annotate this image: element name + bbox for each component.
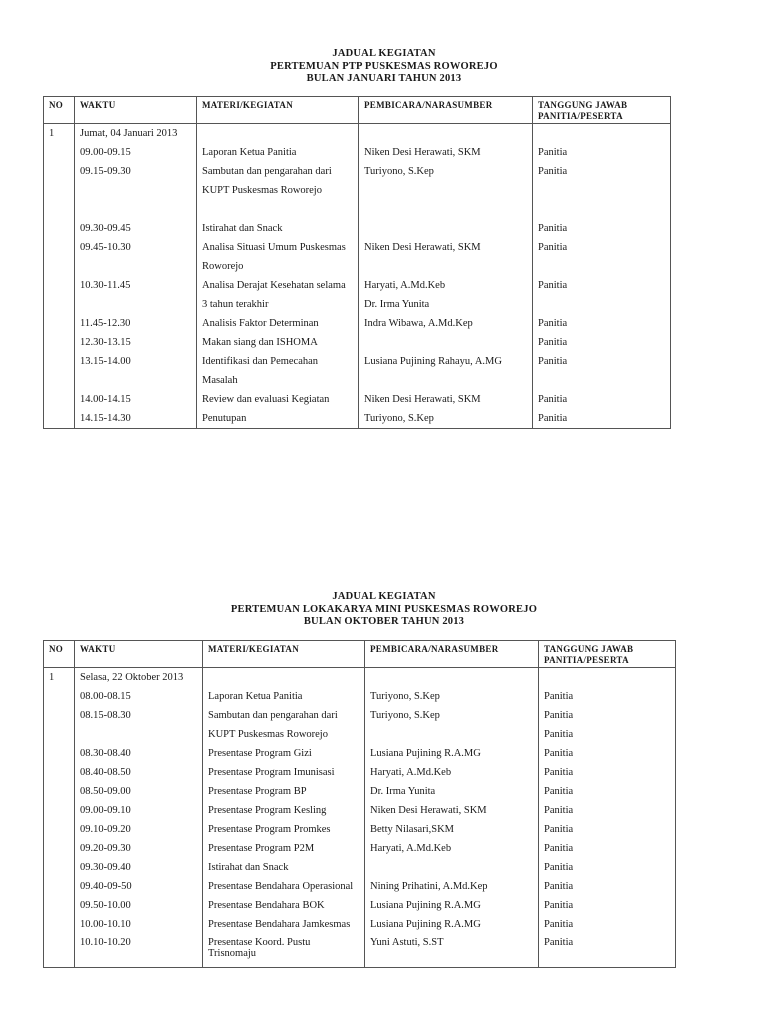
cell-no: 1	[44, 124, 75, 144]
column-header-waktu: WAKTU	[75, 97, 197, 124]
cell-no	[44, 238, 75, 257]
cell-pembicara: Lusiana Pujining Rahayu, A.MG	[359, 352, 533, 371]
cell-waktu	[75, 725, 203, 744]
table-row	[44, 820, 676, 839]
cell-pembicara	[365, 725, 539, 744]
column-header-no: NO	[44, 641, 75, 668]
column-header-waktu: WAKTU	[75, 641, 203, 668]
column-header-materi: MATERI/KEGIATAN	[197, 97, 359, 124]
cell-tanggung-jawab: Panitia	[533, 143, 671, 162]
schedule2-header-row	[44, 641, 676, 668]
cell-tanggung-jawab: Panitia	[533, 390, 671, 409]
cell-tanggung-jawab	[533, 124, 671, 144]
table-row	[44, 934, 676, 968]
schedule1-body	[44, 124, 671, 429]
cell-tanggung-jawab: Panitia	[539, 706, 676, 725]
schedule1-title-line: BULAN JANUARI TAHUN 2013	[306, 73, 462, 84]
column-header-pembicara: PEMBICARA/NARASUMBER	[365, 641, 539, 668]
cell-no	[44, 390, 75, 409]
cell-waktu: Selasa, 22 Oktober 2013	[75, 668, 203, 688]
cell-tanggung-jawab: Panitia	[539, 687, 676, 706]
cell-waktu: 09.10-09.20	[75, 820, 203, 839]
cell-tanggung-jawab: Panitia	[539, 820, 676, 839]
cell-no	[44, 371, 75, 390]
cell-pembicara: Lusiana Pujining R.A.MG	[365, 896, 539, 915]
cell-tanggung-jawab	[533, 200, 671, 219]
cell-waktu: 09.30-09.40	[75, 858, 203, 877]
schedule2-body	[44, 668, 676, 968]
cell-materi: Analisa Derajat Kesehatan selama	[197, 276, 359, 295]
cell-pembicara	[359, 181, 533, 200]
cell-pembicara: Turiyono, S.Kep	[365, 687, 539, 706]
cell-no	[44, 333, 75, 352]
table-row	[44, 238, 671, 257]
cell-waktu: 09.00-09.10	[75, 801, 203, 820]
cell-materi: Istirahat dan Snack	[197, 219, 359, 238]
cell-no	[44, 877, 75, 896]
cell-materi: Presentase Bendahara BOK	[203, 896, 365, 915]
cell-materi: Masalah	[197, 371, 359, 390]
cell-materi: Sambutan dan pengarahan dari	[203, 706, 365, 725]
cell-tanggung-jawab: Panitia	[539, 839, 676, 858]
cell-no	[44, 276, 75, 295]
cell-waktu: 14.00-14.15	[75, 390, 197, 409]
cell-waktu	[75, 181, 197, 200]
cell-materi: Presentase Koord. Pustu Trisnomaju	[203, 934, 365, 968]
cell-pembicara: Turiyono, S.Kep	[359, 162, 533, 181]
table-row	[44, 668, 676, 688]
table-row	[44, 763, 676, 782]
table-row	[44, 409, 671, 429]
schedule2-title-line: PERTEMUAN LOKAKARYA MINI PUSKESMAS ROWOREJO	[230, 603, 538, 615]
cell-no	[44, 782, 75, 801]
table-row	[44, 877, 676, 896]
cell-waktu: 09.20-09.30	[75, 839, 203, 858]
cell-waktu: 08.15-08.30	[75, 706, 203, 725]
cell-pembicara	[359, 124, 533, 144]
table-row	[44, 162, 671, 181]
table-row	[44, 858, 676, 877]
cell-no	[44, 409, 75, 429]
cell-materi: Roworejo	[197, 257, 359, 276]
cell-pembicara: Lusiana Pujining R.A.MG	[365, 744, 539, 763]
cell-tanggung-jawab: Panitia	[539, 915, 676, 934]
cell-no	[44, 295, 75, 314]
cell-no	[44, 314, 75, 333]
table-row	[44, 371, 671, 390]
table-row	[44, 200, 671, 219]
cell-tanggung-jawab: Panitia	[539, 801, 676, 820]
schedule2-title-line: JADUAL KEGIATAN	[332, 591, 436, 602]
cell-tanggung-jawab: Panitia	[533, 162, 671, 181]
table-row	[44, 706, 676, 725]
cell-waktu: 09.15-09.30	[75, 162, 197, 181]
table-row	[44, 219, 671, 238]
cell-materi: Istirahat dan Snack	[203, 858, 365, 877]
cell-waktu: 08.50-09.00	[75, 782, 203, 801]
cell-waktu: 09.50-10.00	[75, 896, 203, 915]
table-row	[44, 725, 676, 744]
cell-tanggung-jawab	[533, 257, 671, 276]
cell-tanggung-jawab: Panitia	[533, 352, 671, 371]
cell-materi: Presentase Program Promkes	[203, 820, 365, 839]
cell-waktu	[75, 257, 197, 276]
table-row	[44, 181, 671, 200]
cell-materi: Sambutan dan pengarahan dari	[197, 162, 359, 181]
cell-pembicara	[365, 668, 539, 688]
cell-tanggung-jawab	[533, 181, 671, 200]
cell-pembicara: Betty Nilasari,SKM	[365, 820, 539, 839]
cell-no	[44, 257, 75, 276]
cell-pembicara: Lusiana Pujining R.A.MG	[365, 915, 539, 934]
cell-no	[44, 200, 75, 219]
cell-tanggung-jawab: Panitia	[533, 314, 671, 333]
schedule2-table	[43, 640, 676, 968]
cell-waktu: 08.30-08.40	[75, 744, 203, 763]
column-header-no: NO	[44, 97, 75, 124]
cell-tanggung-jawab: Panitia	[533, 333, 671, 352]
column-header-pembicara: PEMBICARA/NARASUMBER	[359, 97, 533, 124]
cell-no	[44, 706, 75, 725]
table-row	[44, 352, 671, 371]
cell-pembicara: Yuni Astuti, S.ST	[365, 934, 539, 968]
cell-tanggung-jawab: Panitia	[539, 763, 676, 782]
cell-waktu: 11.45-12.30	[75, 314, 197, 333]
cell-tanggung-jawab: Panitia	[539, 782, 676, 801]
table-row	[44, 687, 676, 706]
cell-waktu: 10.10-10.20	[75, 934, 203, 968]
cell-pembicara: Turiyono, S.Kep	[365, 706, 539, 725]
cell-pembicara	[359, 200, 533, 219]
table-row	[44, 782, 676, 801]
table-row	[44, 839, 676, 858]
table-row	[44, 390, 671, 409]
schedule1-table	[43, 96, 671, 429]
cell-no	[44, 181, 75, 200]
column-header-materi: MATERI/KEGIATAN	[203, 641, 365, 668]
table-row	[44, 744, 676, 763]
cell-no	[44, 896, 75, 915]
cell-materi: Laporan Ketua Panitia	[197, 143, 359, 162]
cell-materi	[203, 668, 365, 688]
cell-pembicara: Dr. Irma Yunita	[359, 295, 533, 314]
cell-pembicara: Haryati, A.Md.Keb	[365, 839, 539, 858]
cell-materi: Laporan Ketua Panitia	[203, 687, 365, 706]
cell-no: 1	[44, 668, 75, 688]
cell-waktu: 12.30-13.15	[75, 333, 197, 352]
cell-tanggung-jawab: Panitia	[539, 858, 676, 877]
schedule2-title-line: BULAN OKTOBER TAHUN 2013	[303, 616, 465, 627]
table-row	[44, 257, 671, 276]
cell-no	[44, 143, 75, 162]
cell-pembicara: Haryati, A.Md.Keb	[359, 276, 533, 295]
cell-waktu: 13.15-14.00	[75, 352, 197, 371]
cell-no	[44, 162, 75, 181]
cell-no	[44, 352, 75, 371]
cell-tanggung-jawab: Panitia	[533, 219, 671, 238]
cell-pembicara: Turiyono, S.Kep	[359, 409, 533, 429]
table-row	[44, 314, 671, 333]
cell-waktu: 10.30-11.45	[75, 276, 197, 295]
cell-tanggung-jawab: Panitia	[539, 896, 676, 915]
cell-tanggung-jawab	[533, 295, 671, 314]
cell-no	[44, 858, 75, 877]
table-row	[44, 276, 671, 295]
table-row	[44, 124, 671, 144]
cell-pembicara: Indra Wibawa, A.Md.Kep	[359, 314, 533, 333]
cell-waktu: 09.45-10.30	[75, 238, 197, 257]
cell-no	[44, 820, 75, 839]
cell-materi: Identifikasi dan Pemecahan	[197, 352, 359, 371]
cell-materi: Makan siang dan ISHOMA	[197, 333, 359, 352]
table-row	[44, 915, 676, 934]
cell-materi: Review dan evaluasi Kegiatan	[197, 390, 359, 409]
cell-waktu	[75, 200, 197, 219]
column-header-tanggung-jawab: TANGGUNG JAWAB PANITIA/PESERTA	[539, 641, 676, 668]
table-row	[44, 801, 676, 820]
cell-materi: Presentase Program P2M	[203, 839, 365, 858]
cell-waktu: 08.40-08.50	[75, 763, 203, 782]
schedule1-title-line: PERTEMUAN PTP PUSKESMAS ROWOREJO	[270, 60, 498, 72]
cell-materi: Presentase Bendahara Operasional	[203, 877, 365, 896]
table-row	[44, 143, 671, 162]
cell-no	[44, 687, 75, 706]
cell-waktu	[75, 371, 197, 390]
table-row	[44, 295, 671, 314]
cell-materi: Presentase Program BP	[203, 782, 365, 801]
cell-materi	[197, 200, 359, 219]
cell-materi: Presentase Program Gizi	[203, 744, 365, 763]
cell-materi: 3 tahun terakhir	[197, 295, 359, 314]
cell-tanggung-jawab: Panitia	[533, 238, 671, 257]
cell-waktu: 09.00-09.15	[75, 143, 197, 162]
cell-pembicara: Niken Desi Herawati, SKM	[359, 238, 533, 257]
cell-tanggung-jawab	[533, 371, 671, 390]
table-row	[44, 896, 676, 915]
cell-tanggung-jawab: Panitia	[539, 934, 676, 968]
cell-materi: KUPT Puskesmas Roworejo	[203, 725, 365, 744]
cell-no	[44, 763, 75, 782]
cell-materi: Penutupan	[197, 409, 359, 429]
cell-tanggung-jawab: Panitia	[533, 276, 671, 295]
cell-waktu: 08.00-08.15	[75, 687, 203, 706]
cell-no	[44, 744, 75, 763]
schedule1-title	[0, 48, 768, 86]
cell-pembicara: Haryati, A.Md.Keb	[365, 763, 539, 782]
schedule1-header-row	[44, 97, 671, 124]
cell-pembicara: Nining Prihatini, A.Md.Kep	[365, 877, 539, 896]
cell-tanggung-jawab: Panitia	[539, 877, 676, 896]
cell-no	[44, 725, 75, 744]
cell-no	[44, 934, 75, 968]
cell-pembicara	[365, 858, 539, 877]
cell-pembicara: Niken Desi Herawati, SKM	[359, 143, 533, 162]
cell-materi: Analisa Situasi Umum Puskesmas	[197, 238, 359, 257]
cell-tanggung-jawab: Panitia	[539, 744, 676, 763]
cell-waktu: Jumat, 04 Januari 2013	[75, 124, 197, 144]
schedule1-title-line: JADUAL KEGIATAN	[332, 48, 436, 59]
cell-materi: Analisis Faktor Determinan	[197, 314, 359, 333]
cell-materi: Presentase Program Kesling	[203, 801, 365, 820]
cell-pembicara: Dr. Irma Yunita	[365, 782, 539, 801]
cell-tanggung-jawab	[539, 668, 676, 688]
cell-no	[44, 801, 75, 820]
table-row	[44, 333, 671, 352]
cell-no	[44, 219, 75, 238]
cell-pembicara	[359, 219, 533, 238]
cell-pembicara	[359, 333, 533, 352]
cell-waktu: 10.00-10.10	[75, 915, 203, 934]
cell-materi: KUPT Puskesmas Roworejo	[197, 181, 359, 200]
cell-waktu: 14.15-14.30	[75, 409, 197, 429]
column-header-tanggung-jawab: TANGGUNG JAWAB PANITIA/PESERTA	[533, 97, 671, 124]
cell-pembicara	[359, 257, 533, 276]
cell-materi: Presentase Bendahara Jamkesmas	[203, 915, 365, 934]
cell-pembicara: Niken Desi Herawati, SKM	[359, 390, 533, 409]
cell-waktu: 09.30-09.45	[75, 219, 197, 238]
cell-waktu	[75, 295, 197, 314]
cell-no	[44, 915, 75, 934]
cell-tanggung-jawab: Panitia	[539, 725, 676, 744]
cell-materi: Presentase Program Imunisasi	[203, 763, 365, 782]
cell-pembicara: Niken Desi Herawati, SKM	[365, 801, 539, 820]
cell-waktu: 09.40-09-50	[75, 877, 203, 896]
schedule2-title	[0, 591, 768, 629]
cell-pembicara	[359, 371, 533, 390]
cell-no	[44, 839, 75, 858]
cell-materi	[197, 124, 359, 144]
cell-tanggung-jawab: Panitia	[533, 409, 671, 429]
